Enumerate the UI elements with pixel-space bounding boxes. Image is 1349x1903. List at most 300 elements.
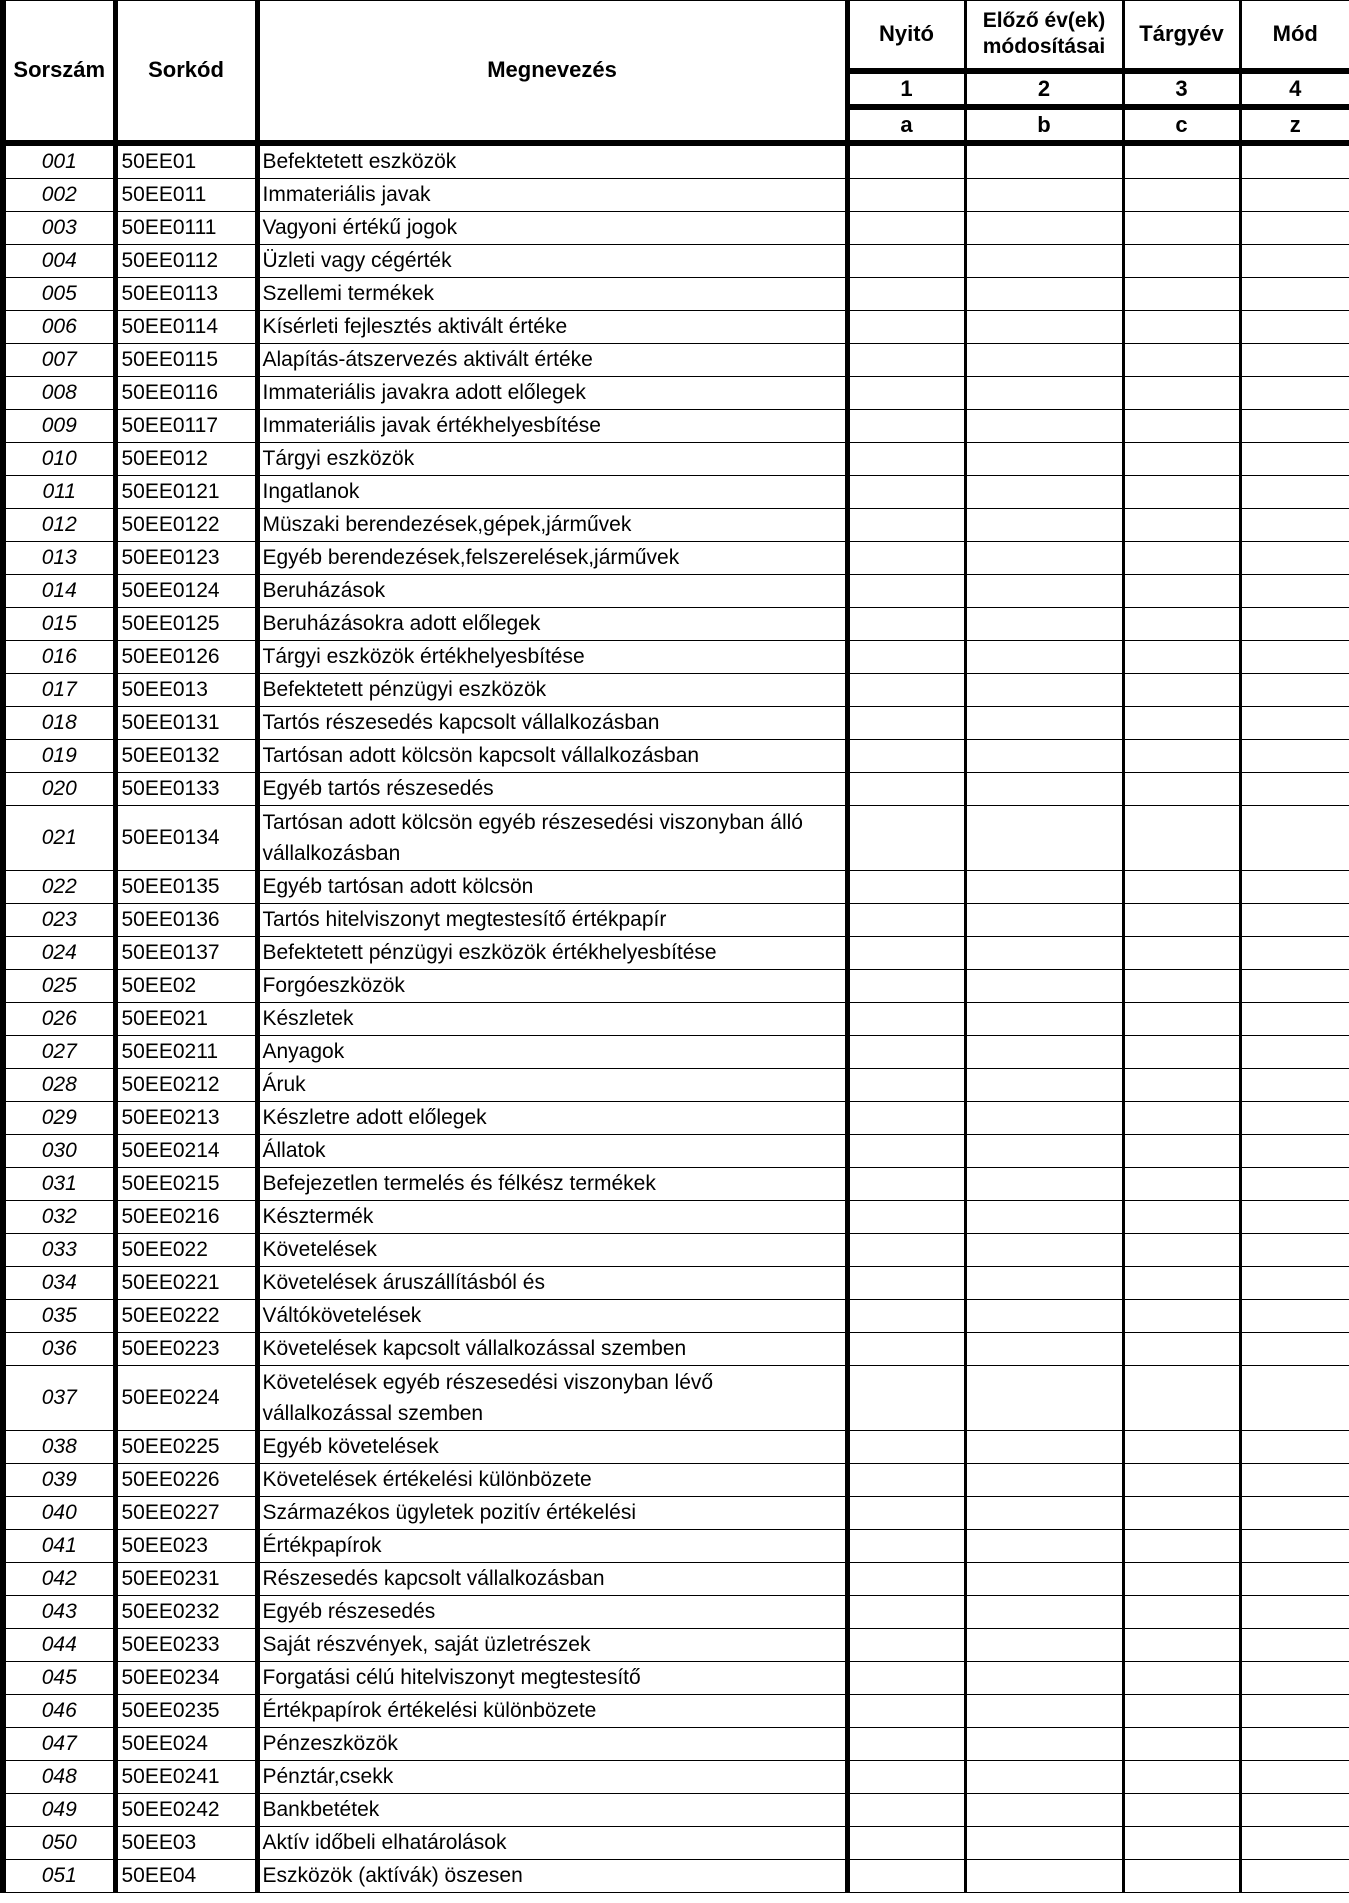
value-nyito-cell[interactable] xyxy=(847,1859,965,1892)
value-nyito-cell[interactable] xyxy=(847,805,965,870)
value-elozo-ev-cell[interactable] xyxy=(965,277,1123,310)
value-nyito-cell[interactable] xyxy=(847,640,965,673)
value-nyito-cell[interactable] xyxy=(847,1101,965,1134)
value-elozo-ev-cell[interactable] xyxy=(965,607,1123,640)
value-elozo-ev-cell[interactable] xyxy=(965,178,1123,211)
value-elozo-ev-cell[interactable] xyxy=(965,1332,1123,1365)
row-name: Forgóeszközök xyxy=(257,969,847,1002)
header-num-2: 2 xyxy=(965,71,1123,107)
row-code: 50EE0222 xyxy=(115,1299,257,1332)
value-elozo-ev-cell[interactable] xyxy=(965,1134,1123,1167)
row-number: 006 xyxy=(3,310,115,343)
value-targyev-cell[interactable] xyxy=(1123,1134,1240,1167)
value-nyito-cell[interactable] xyxy=(847,442,965,475)
table-row xyxy=(3,1035,1349,1068)
table-row xyxy=(3,409,1349,442)
value-nyito-cell[interactable] xyxy=(847,870,965,903)
value-elozo-ev-cell[interactable] xyxy=(965,1793,1123,1826)
value-mod-cell[interactable] xyxy=(1240,936,1349,969)
value-elozo-ev-cell[interactable] xyxy=(965,143,1123,179)
row-number: 032 xyxy=(3,1200,115,1233)
value-nyito-cell[interactable] xyxy=(847,706,965,739)
value-targyev-cell[interactable] xyxy=(1123,739,1240,772)
value-nyito-cell[interactable] xyxy=(847,376,965,409)
value-elozo-ev-cell[interactable] xyxy=(965,640,1123,673)
value-mod-cell[interactable] xyxy=(1240,1661,1349,1694)
row-number: 001 xyxy=(3,143,115,179)
value-elozo-ev-cell[interactable] xyxy=(965,706,1123,739)
value-elozo-ev-cell[interactable] xyxy=(965,1562,1123,1595)
value-elozo-ev-cell[interactable] xyxy=(965,1200,1123,1233)
value-targyev-cell[interactable] xyxy=(1123,1793,1240,1826)
row-number: 004 xyxy=(3,244,115,277)
value-mod-cell[interactable] xyxy=(1240,442,1349,475)
value-targyev-cell[interactable] xyxy=(1123,442,1240,475)
value-targyev-cell[interactable] xyxy=(1123,211,1240,244)
row-number: 017 xyxy=(3,673,115,706)
table-row xyxy=(3,1233,1349,1266)
value-targyev-cell[interactable] xyxy=(1123,1595,1240,1628)
row-name: Tárgyi eszközök értékhelyesbítése xyxy=(257,640,847,673)
value-mod-cell[interactable] xyxy=(1240,1266,1349,1299)
value-nyito-cell[interactable] xyxy=(847,343,965,376)
value-targyev-cell[interactable] xyxy=(1123,1628,1240,1661)
value-mod-cell[interactable] xyxy=(1240,1134,1349,1167)
value-nyito-cell[interactable] xyxy=(847,1167,965,1200)
value-elozo-ev-cell[interactable] xyxy=(965,870,1123,903)
value-nyito-cell[interactable] xyxy=(847,1760,965,1793)
value-nyito-cell[interactable] xyxy=(847,508,965,541)
value-nyito-cell[interactable] xyxy=(847,739,965,772)
value-mod-cell[interactable] xyxy=(1240,870,1349,903)
row-number: 009 xyxy=(3,409,115,442)
value-nyito-cell[interactable] xyxy=(847,1793,965,1826)
row-code: 50EE0124 xyxy=(115,574,257,607)
value-elozo-ev-cell[interactable] xyxy=(965,1299,1123,1332)
row-name: Áruk xyxy=(257,1068,847,1101)
value-elozo-ev-cell[interactable] xyxy=(965,1694,1123,1727)
value-mod-cell[interactable] xyxy=(1240,1068,1349,1101)
row-name: Tárgyi eszközök xyxy=(257,442,847,475)
row-name: Pénzeszközök xyxy=(257,1727,847,1760)
value-targyev-cell[interactable] xyxy=(1123,969,1240,1002)
value-mod-cell[interactable] xyxy=(1240,1365,1349,1430)
value-mod-cell[interactable] xyxy=(1240,143,1349,179)
row-number: 046 xyxy=(3,1694,115,1727)
row-name: Követelések xyxy=(257,1233,847,1266)
value-targyev-cell[interactable] xyxy=(1123,178,1240,211)
value-targyev-cell[interactable] xyxy=(1123,607,1240,640)
row-number: 042 xyxy=(3,1562,115,1595)
value-targyev-cell[interactable] xyxy=(1123,1727,1240,1760)
value-elozo-ev-cell[interactable] xyxy=(965,508,1123,541)
row-code: 50EE0213 xyxy=(115,1101,257,1134)
value-mod-cell[interactable] xyxy=(1240,1233,1349,1266)
header-letter-c: c xyxy=(1123,107,1240,143)
value-nyito-cell[interactable] xyxy=(847,673,965,706)
value-mod-cell[interactable] xyxy=(1240,1299,1349,1332)
row-number: 024 xyxy=(3,936,115,969)
value-targyev-cell[interactable] xyxy=(1123,903,1240,936)
value-elozo-ev-cell[interactable] xyxy=(965,1760,1123,1793)
value-nyito-cell[interactable] xyxy=(847,1595,965,1628)
table-row xyxy=(3,739,1349,772)
row-number: 005 xyxy=(3,277,115,310)
value-nyito-cell[interactable] xyxy=(847,1035,965,1068)
value-mod-cell[interactable] xyxy=(1240,1101,1349,1134)
value-mod-cell[interactable] xyxy=(1240,1430,1349,1463)
value-nyito-cell[interactable] xyxy=(847,1661,965,1694)
row-code: 50EE0235 xyxy=(115,1694,257,1727)
value-targyev-cell[interactable] xyxy=(1123,310,1240,343)
value-elozo-ev-cell[interactable] xyxy=(965,1430,1123,1463)
value-elozo-ev-cell[interactable] xyxy=(965,1661,1123,1694)
value-elozo-ev-cell[interactable] xyxy=(965,343,1123,376)
table-row xyxy=(3,244,1349,277)
value-elozo-ev-cell[interactable] xyxy=(965,1365,1123,1430)
value-nyito-cell[interactable] xyxy=(847,244,965,277)
row-name: Követelések áruszállításból és xyxy=(257,1266,847,1299)
value-targyev-cell[interactable] xyxy=(1123,1529,1240,1562)
value-elozo-ev-cell[interactable] xyxy=(965,310,1123,343)
value-mod-cell[interactable] xyxy=(1240,277,1349,310)
row-number: 011 xyxy=(3,475,115,508)
row-number: 039 xyxy=(3,1463,115,1496)
value-mod-cell[interactable] xyxy=(1240,1595,1349,1628)
value-elozo-ev-cell[interactable] xyxy=(965,1101,1123,1134)
value-mod-cell[interactable] xyxy=(1240,1793,1349,1826)
value-nyito-cell[interactable] xyxy=(847,541,965,574)
header-num-3: 3 xyxy=(1123,71,1240,107)
row-number: 007 xyxy=(3,343,115,376)
value-nyito-cell[interactable] xyxy=(847,1496,965,1529)
value-mod-cell[interactable] xyxy=(1240,244,1349,277)
value-mod-cell[interactable] xyxy=(1240,1529,1349,1562)
table-row xyxy=(3,903,1349,936)
table-row xyxy=(3,1200,1349,1233)
row-number: 019 xyxy=(3,739,115,772)
value-mod-cell[interactable] xyxy=(1240,1859,1349,1892)
row-number: 014 xyxy=(3,574,115,607)
value-elozo-ev-cell[interactable] xyxy=(965,903,1123,936)
row-number: 026 xyxy=(3,1002,115,1035)
value-elozo-ev-cell[interactable] xyxy=(965,1002,1123,1035)
value-targyev-cell[interactable] xyxy=(1123,343,1240,376)
value-elozo-ev-cell[interactable] xyxy=(965,211,1123,244)
value-targyev-cell[interactable] xyxy=(1123,508,1240,541)
table-row xyxy=(3,541,1349,574)
value-nyito-cell[interactable] xyxy=(847,277,965,310)
value-mod-cell[interactable] xyxy=(1240,739,1349,772)
table-row xyxy=(3,1628,1349,1661)
row-code: 50EE0232 xyxy=(115,1595,257,1628)
table-row xyxy=(3,1299,1349,1332)
value-elozo-ev-cell[interactable] xyxy=(965,1233,1123,1266)
table-row xyxy=(3,772,1349,805)
value-nyito-cell[interactable] xyxy=(847,1068,965,1101)
table-row xyxy=(3,1694,1349,1727)
value-targyev-cell[interactable] xyxy=(1123,772,1240,805)
value-targyev-cell[interactable] xyxy=(1123,244,1240,277)
value-nyito-cell[interactable] xyxy=(847,772,965,805)
value-nyito-cell[interactable] xyxy=(847,607,965,640)
value-targyev-cell[interactable] xyxy=(1123,1233,1240,1266)
row-code: 50EE0135 xyxy=(115,870,257,903)
value-targyev-cell[interactable] xyxy=(1123,1167,1240,1200)
table-row xyxy=(3,1430,1349,1463)
table-row xyxy=(3,1529,1349,1562)
value-nyito-cell[interactable] xyxy=(847,1529,965,1562)
value-targyev-cell[interactable] xyxy=(1123,475,1240,508)
value-targyev-cell[interactable] xyxy=(1123,376,1240,409)
row-code: 50EE0136 xyxy=(115,903,257,936)
table-row xyxy=(3,1661,1349,1694)
row-code: 50EE0122 xyxy=(115,508,257,541)
value-elozo-ev-cell[interactable] xyxy=(965,936,1123,969)
value-mod-cell[interactable] xyxy=(1240,541,1349,574)
value-nyito-cell[interactable] xyxy=(847,1332,965,1365)
value-targyev-cell[interactable] xyxy=(1123,1035,1240,1068)
row-name: Müszaki berendezések,gépek,járművek xyxy=(257,508,847,541)
row-code: 50EE0226 xyxy=(115,1463,257,1496)
value-nyito-cell[interactable] xyxy=(847,143,965,179)
value-elozo-ev-cell[interactable] xyxy=(965,772,1123,805)
value-nyito-cell[interactable] xyxy=(847,1628,965,1661)
value-nyito-cell[interactable] xyxy=(847,1365,965,1430)
value-elozo-ev-cell[interactable] xyxy=(965,1727,1123,1760)
value-elozo-ev-cell[interactable] xyxy=(965,442,1123,475)
value-mod-cell[interactable] xyxy=(1240,805,1349,870)
value-targyev-cell[interactable] xyxy=(1123,1332,1240,1365)
value-elozo-ev-cell[interactable] xyxy=(965,1595,1123,1628)
row-number: 003 xyxy=(3,211,115,244)
row-code: 50EE0234 xyxy=(115,1661,257,1694)
value-nyito-cell[interactable] xyxy=(847,574,965,607)
value-elozo-ev-cell[interactable] xyxy=(965,475,1123,508)
value-targyev-cell[interactable] xyxy=(1123,1463,1240,1496)
value-mod-cell[interactable] xyxy=(1240,1332,1349,1365)
value-mod-cell[interactable] xyxy=(1240,310,1349,343)
value-elozo-ev-cell[interactable] xyxy=(965,805,1123,870)
row-number: 015 xyxy=(3,607,115,640)
value-targyev-cell[interactable] xyxy=(1123,673,1240,706)
row-name: Készletek xyxy=(257,1002,847,1035)
value-nyito-cell[interactable] xyxy=(847,1134,965,1167)
value-elozo-ev-cell[interactable] xyxy=(965,1035,1123,1068)
value-mod-cell[interactable] xyxy=(1240,1727,1349,1760)
table-row xyxy=(3,1826,1349,1859)
value-mod-cell[interactable] xyxy=(1240,1694,1349,1727)
value-nyito-cell[interactable] xyxy=(847,1233,965,1266)
value-nyito-cell[interactable] xyxy=(847,1002,965,1035)
value-elozo-ev-cell[interactable] xyxy=(965,1529,1123,1562)
value-mod-cell[interactable] xyxy=(1240,1562,1349,1595)
row-code: 50EE0231 xyxy=(115,1562,257,1595)
value-nyito-cell[interactable] xyxy=(847,969,965,1002)
value-mod-cell[interactable] xyxy=(1240,772,1349,805)
value-targyev-cell[interactable] xyxy=(1123,1266,1240,1299)
row-code: 50EE0224 xyxy=(115,1365,257,1430)
value-mod-cell[interactable] xyxy=(1240,673,1349,706)
value-elozo-ev-cell[interactable] xyxy=(965,1167,1123,1200)
value-targyev-cell[interactable] xyxy=(1123,1299,1240,1332)
value-nyito-cell[interactable] xyxy=(847,211,965,244)
value-targyev-cell[interactable] xyxy=(1123,1694,1240,1727)
table-row xyxy=(3,143,1349,179)
value-mod-cell[interactable] xyxy=(1240,1826,1349,1859)
value-mod-cell[interactable] xyxy=(1240,607,1349,640)
row-code: 50EE0123 xyxy=(115,541,257,574)
value-mod-cell[interactable] xyxy=(1240,178,1349,211)
value-elozo-ev-cell[interactable] xyxy=(965,969,1123,1002)
table-row xyxy=(3,178,1349,211)
value-mod-cell[interactable] xyxy=(1240,640,1349,673)
value-mod-cell[interactable] xyxy=(1240,903,1349,936)
row-name: Immateriális javak értékhelyesbítése xyxy=(257,409,847,442)
table-row xyxy=(3,1365,1349,1430)
value-targyev-cell[interactable] xyxy=(1123,574,1240,607)
row-code: 50EE0126 xyxy=(115,640,257,673)
row-number: 020 xyxy=(3,772,115,805)
value-targyev-cell[interactable] xyxy=(1123,640,1240,673)
table-row xyxy=(3,640,1349,673)
row-number: 002 xyxy=(3,178,115,211)
value-targyev-cell[interactable] xyxy=(1123,1562,1240,1595)
table-row xyxy=(3,1562,1349,1595)
value-nyito-cell[interactable] xyxy=(847,1200,965,1233)
value-mod-cell[interactable] xyxy=(1240,969,1349,1002)
value-nyito-cell[interactable] xyxy=(847,1463,965,1496)
row-code: 50EE0225 xyxy=(115,1430,257,1463)
value-elozo-ev-cell[interactable] xyxy=(965,1463,1123,1496)
value-targyev-cell[interactable] xyxy=(1123,143,1240,179)
row-number: 040 xyxy=(3,1496,115,1529)
row-code: 50EE011 xyxy=(115,178,257,211)
row-name: Részesedés kapcsolt vállalkozásban xyxy=(257,1562,847,1595)
value-nyito-cell[interactable] xyxy=(847,409,965,442)
value-nyito-cell[interactable] xyxy=(847,310,965,343)
value-elozo-ev-cell[interactable] xyxy=(965,409,1123,442)
value-targyev-cell[interactable] xyxy=(1123,1859,1240,1892)
table-row xyxy=(3,376,1349,409)
value-nyito-cell[interactable] xyxy=(847,903,965,936)
value-targyev-cell[interactable] xyxy=(1123,1760,1240,1793)
value-mod-cell[interactable] xyxy=(1240,1628,1349,1661)
value-targyev-cell[interactable] xyxy=(1123,1068,1240,1101)
value-mod-cell[interactable] xyxy=(1240,1002,1349,1035)
value-elozo-ev-cell[interactable] xyxy=(965,673,1123,706)
table-row xyxy=(3,1332,1349,1365)
header-sorkod: Sorkód xyxy=(115,1,257,143)
value-nyito-cell[interactable] xyxy=(847,1562,965,1595)
value-nyito-cell[interactable] xyxy=(847,475,965,508)
table-row xyxy=(3,442,1349,475)
value-mod-cell[interactable] xyxy=(1240,1463,1349,1496)
row-name: Saját részvények, saját üzletrészek xyxy=(257,1628,847,1661)
value-elozo-ev-cell[interactable] xyxy=(965,739,1123,772)
value-targyev-cell[interactable] xyxy=(1123,277,1240,310)
row-code: 50EE0117 xyxy=(115,409,257,442)
value-mod-cell[interactable] xyxy=(1240,475,1349,508)
row-name: Anyagok xyxy=(257,1035,847,1068)
value-mod-cell[interactable] xyxy=(1240,343,1349,376)
value-mod-cell[interactable] xyxy=(1240,508,1349,541)
row-name: Származékos ügyletek pozitív értékelési xyxy=(257,1496,847,1529)
row-code: 50EE0134 xyxy=(115,805,257,870)
value-targyev-cell[interactable] xyxy=(1123,1496,1240,1529)
row-number: 012 xyxy=(3,508,115,541)
value-elozo-ev-cell[interactable] xyxy=(965,541,1123,574)
value-nyito-cell[interactable] xyxy=(847,936,965,969)
table-row xyxy=(3,310,1349,343)
value-targyev-cell[interactable] xyxy=(1123,1365,1240,1430)
value-targyev-cell[interactable] xyxy=(1123,706,1240,739)
table-row xyxy=(3,1167,1349,1200)
row-number: 041 xyxy=(3,1529,115,1562)
value-elozo-ev-cell[interactable] xyxy=(965,1826,1123,1859)
row-name: Késztermék xyxy=(257,1200,847,1233)
row-name: Aktív időbeli elhatárolások xyxy=(257,1826,847,1859)
value-nyito-cell[interactable] xyxy=(847,1727,965,1760)
value-mod-cell[interactable] xyxy=(1240,1167,1349,1200)
value-mod-cell[interactable] xyxy=(1240,574,1349,607)
value-targyev-cell[interactable] xyxy=(1123,1826,1240,1859)
value-targyev-cell[interactable] xyxy=(1123,1430,1240,1463)
value-mod-cell[interactable] xyxy=(1240,1496,1349,1529)
value-targyev-cell[interactable] xyxy=(1123,1101,1240,1134)
value-nyito-cell[interactable] xyxy=(847,1694,965,1727)
value-targyev-cell[interactable] xyxy=(1123,1200,1240,1233)
row-number: 035 xyxy=(3,1299,115,1332)
value-elozo-ev-cell[interactable] xyxy=(965,1859,1123,1892)
row-name: Pénztár,csekk xyxy=(257,1760,847,1793)
header-num-1: 1 xyxy=(847,71,965,107)
row-number: 051 xyxy=(3,1859,115,1892)
value-targyev-cell[interactable] xyxy=(1123,805,1240,870)
value-targyev-cell[interactable] xyxy=(1123,409,1240,442)
value-elozo-ev-cell[interactable] xyxy=(965,1266,1123,1299)
value-elozo-ev-cell[interactable] xyxy=(965,1496,1123,1529)
value-nyito-cell[interactable] xyxy=(847,1299,965,1332)
value-mod-cell[interactable] xyxy=(1240,1760,1349,1793)
row-code: 50EE021 xyxy=(115,1002,257,1035)
value-nyito-cell[interactable] xyxy=(847,178,965,211)
row-name: Egyéb részesedés xyxy=(257,1595,847,1628)
value-mod-cell[interactable] xyxy=(1240,706,1349,739)
row-code: 50EE0112 xyxy=(115,244,257,277)
value-mod-cell[interactable] xyxy=(1240,376,1349,409)
row-number: 031 xyxy=(3,1167,115,1200)
value-targyev-cell[interactable] xyxy=(1123,870,1240,903)
value-elozo-ev-cell[interactable] xyxy=(965,1068,1123,1101)
value-mod-cell[interactable] xyxy=(1240,211,1349,244)
value-targyev-cell[interactable] xyxy=(1123,936,1240,969)
value-nyito-cell[interactable] xyxy=(847,1826,965,1859)
value-elozo-ev-cell[interactable] xyxy=(965,244,1123,277)
value-targyev-cell[interactable] xyxy=(1123,1661,1240,1694)
value-mod-cell[interactable] xyxy=(1240,409,1349,442)
value-nyito-cell[interactable] xyxy=(847,1430,965,1463)
value-elozo-ev-cell[interactable] xyxy=(965,376,1123,409)
value-mod-cell[interactable] xyxy=(1240,1200,1349,1233)
row-code: 50EE012 xyxy=(115,442,257,475)
value-mod-cell[interactable] xyxy=(1240,1035,1349,1068)
value-elozo-ev-cell[interactable] xyxy=(965,574,1123,607)
value-elozo-ev-cell[interactable] xyxy=(965,1628,1123,1661)
value-nyito-cell[interactable] xyxy=(847,1266,965,1299)
value-targyev-cell[interactable] xyxy=(1123,1002,1240,1035)
value-targyev-cell[interactable] xyxy=(1123,541,1240,574)
